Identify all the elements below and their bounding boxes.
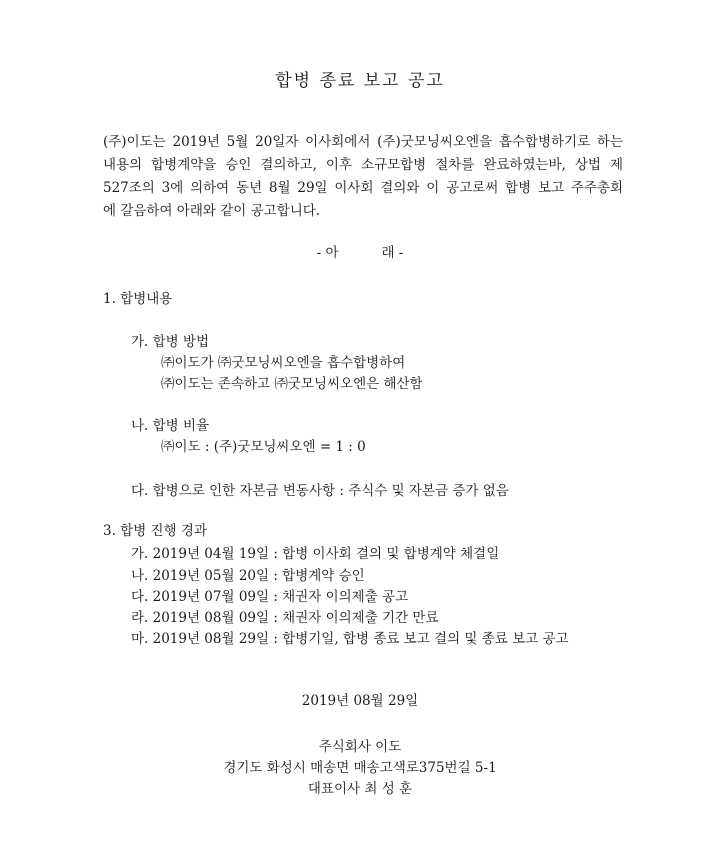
ceo-name: 대표이사 최 성 훈 xyxy=(307,781,413,797)
section1-ga-label: 가. 합병 방법 xyxy=(131,334,210,350)
intro-line: 내용의 합병계약을 승인 결의하고, 이후 소규모합병 절차를 완료하였는바, 상법 제 xyxy=(103,157,623,173)
intro-line: 527조의 3에 의하여 동년 8월 29일 이사회 결의와 이 공고로써 합병 보고 주주총회 xyxy=(103,180,623,196)
notice-heading: - 아 래 - xyxy=(316,245,404,261)
notice-date: 2019년 08월 29일 xyxy=(301,693,419,709)
section1-da-label: 다. 합병으로 인한 자본금 변동사항 : 주식수 및 자본금 증가 없음 xyxy=(131,483,509,499)
section1-ga-line: ㈜이도가 ㈜굿모닝씨오엔을 흡수합병하여 xyxy=(161,355,406,371)
intro-paragraph xyxy=(103,131,623,223)
section3-item: 가. 2019년 04월 19일 : 합병 이사회 결의 및 합병계약 체결일 xyxy=(131,546,500,562)
section1-na-line: ㈜이도 : (주)굿모닝씨오엔 = 1 : 0 xyxy=(161,439,366,455)
section3-heading: 3. 합병 진행 경과 xyxy=(103,523,207,539)
page-title: 합병 종료 보고 공고 xyxy=(275,71,445,91)
company-name: 주식회사 이도 xyxy=(318,739,402,755)
section3-item: 라. 2019년 08월 09일 : 채권자 이의제출 기간 만료 xyxy=(131,610,439,626)
company-address: 경기도 화성시 매송면 매송고색로375번길 5-1 xyxy=(223,760,497,776)
section3-item: 나. 2019년 05월 20일 : 합병계약 승인 xyxy=(131,568,365,584)
section3-item: 마. 2019년 08월 29일 : 합병기일, 합병 종료 보고 결의 및 종료 보고 공고 xyxy=(131,631,569,647)
section1-heading: 1. 합병내용 xyxy=(103,291,173,307)
section1-ga-line: ㈜이도는 존속하고 ㈜굿모닝씨오엔은 해산함 xyxy=(161,376,423,392)
section3-item: 다. 2019년 07월 09일 : 채권자 이의제출 공고 xyxy=(131,589,409,605)
section1-na-label: 나. 합병 비율 xyxy=(131,418,210,434)
intro-line: (주)이도는 2019년 5월 20일자 이사회에서 (주)굿모닝씨오엔을 흡수합병하기로 하는 xyxy=(103,134,623,150)
intro-line: 에 갈음하여 아래와 같이 공고합니다. xyxy=(103,203,321,219)
